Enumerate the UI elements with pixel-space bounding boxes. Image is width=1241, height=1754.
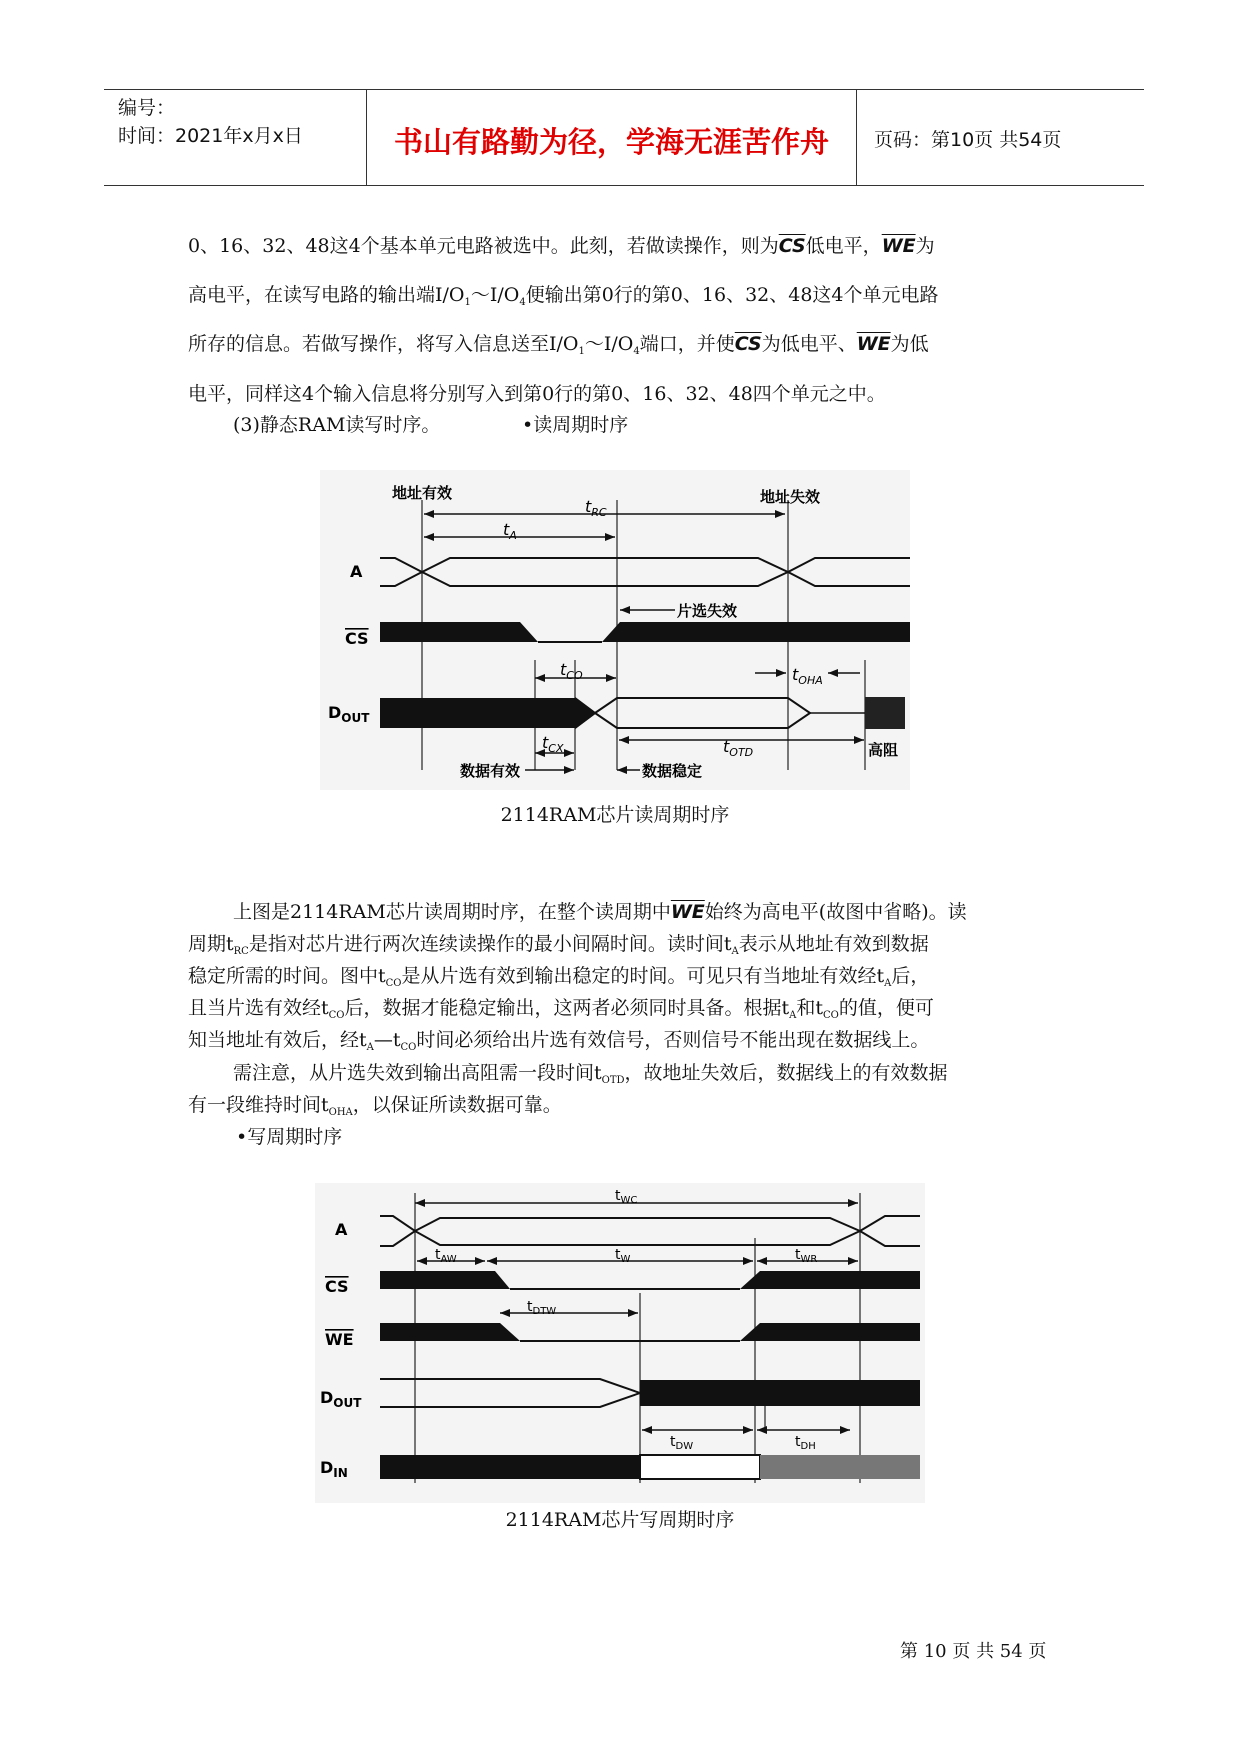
text: ，以保证所读数据可靠。 [352, 1094, 562, 1116]
body-line [188, 329, 929, 357]
label-tOHA: $t_{OHA}$ [792, 665, 823, 687]
body-line [188, 280, 939, 308]
label-tRC: $t_{RC}$ [585, 497, 607, 519]
text: 后， [891, 965, 930, 987]
read-timing-diagram [320, 470, 910, 790]
signal-DIN: $D_{IN}$ [320, 1458, 348, 1480]
subscript: A [731, 946, 739, 957]
text: 知当地址有效后，经t [188, 1029, 367, 1051]
cs-signal: $\overline{CS}$ [734, 333, 762, 355]
we-signal: $\overline{WE}$ [881, 235, 916, 257]
subscript: OTD [601, 1075, 625, 1086]
label-high-z: 高阻 [868, 741, 899, 759]
subscript: 4 [519, 297, 526, 308]
text: 电平，同样这4个输入信息将分别写入到第0行的第0、16、32、48四个单元之中。 [188, 383, 886, 405]
subscript: 1 [578, 346, 585, 357]
label-data-valid: 数据有效 [460, 762, 521, 780]
text: 且当片选有效经t [188, 997, 329, 1019]
signal-A: A [335, 1220, 348, 1239]
cs-signal: $\overline{CS}$ [778, 235, 806, 257]
text: 为 [915, 235, 935, 257]
label-tDTW: $t_{DTW}$ [527, 1299, 557, 1317]
label-tA: $t_A$ [503, 520, 517, 542]
doc-number-label: 编号： [118, 97, 176, 119]
text: ～I/O [584, 333, 634, 355]
label-tWC: $t_{WC}$ [615, 1188, 638, 1206]
label-tDW: $t_{DW}$ [670, 1434, 694, 1452]
header-divider [366, 90, 367, 185]
subscript: 4 [633, 346, 640, 357]
header-left [118, 94, 303, 150]
label-tCO: $t_{CO}$ [560, 660, 583, 682]
text: 便输出第0行的第0、16、32、48这4个单元电路 [525, 284, 939, 306]
body-line [188, 1090, 562, 1118]
subscript: CO [400, 1042, 417, 1053]
text: 为低 [890, 333, 929, 355]
label-addr-invalid: 地址失效 [760, 488, 821, 506]
text: 是从片选有效到输出稳定的时间。可见只有当地址有效经t [401, 965, 885, 987]
text: 和t [796, 997, 824, 1019]
subscript: CO [385, 978, 402, 989]
text: 周期t [188, 933, 234, 955]
body-line [188, 961, 929, 989]
bullet-read-cycle: •读周期时序 [522, 414, 629, 436]
subscript: A [884, 978, 892, 989]
text: 需注意，从片选失效到输出高阻需一段时间t [233, 1062, 602, 1084]
signal-DOUT: $D_{OUT}$ [328, 703, 370, 725]
label-tWR: $t_{WR}$ [795, 1247, 818, 1265]
page-header [104, 89, 1144, 186]
write-caption: 2114RAM芯片写周期时序 [505, 1509, 735, 1531]
text: 是指对芯片进行两次连续读操作的最小间隔时间。读时间t [248, 933, 732, 955]
label-tCX: $t_{CX}$ [542, 733, 564, 755]
body-line [233, 1058, 948, 1086]
text: 后，数据才能稳定输出，这两者必须同时具备。根据t [344, 997, 790, 1019]
label-tDH: $t_{DH}$ [795, 1434, 816, 1452]
text: 上图是2114RAM芯片读周期时序，在整个读周期中 [233, 901, 671, 923]
label-tOTD: $t_{OTD}$ [723, 737, 754, 759]
text: 有一段维持时间t [188, 1094, 329, 1116]
text: 0、16、32、48这4个基本单元电路被选中。此刻，若做读操作，则为 [188, 235, 779, 257]
header-page-info: 页码：第10页 共54页 [874, 129, 1062, 151]
signal-DOUT: $D_{OUT}$ [320, 1388, 362, 1410]
page-footer: 第 10 页 共 54 页 [900, 1641, 1047, 1662]
body-line [188, 993, 934, 1021]
signal-CS: CS [325, 1277, 349, 1296]
subscript: 1 [464, 297, 471, 308]
section-heading: (3)静态RAM读写时序。 [233, 414, 441, 436]
text: 稳定所需的时间。图中t [188, 965, 386, 987]
subscript: A [789, 1010, 797, 1021]
read-caption: 2114RAM芯片读周期时序 [500, 804, 730, 826]
subscript: CO [823, 1010, 839, 1021]
signal-CS: CS [345, 629, 369, 648]
we-signal: $\overline{WE}$ [670, 901, 705, 923]
text: ，故地址失效后，数据线上的有效数据 [624, 1062, 948, 1084]
subscript: CO [328, 1010, 345, 1021]
text: 端口，并使 [639, 333, 735, 355]
body-line [188, 1025, 929, 1053]
write-timing-diagram [315, 1183, 925, 1503]
subscript: RC [233, 946, 249, 957]
text: 高电平，在读写电路的输出端I/O [188, 284, 465, 306]
header-motto: 书山有路勤为径，学海无涯苦作舟 [393, 125, 829, 159]
text: 时间必须给出片选有效信号，否则信号不能出现在数据线上。 [416, 1029, 930, 1051]
label-tW: $t_W$ [615, 1247, 631, 1265]
text: ～I/O [470, 284, 520, 306]
body-line [188, 379, 886, 406]
label-addr-valid: 地址有效 [392, 484, 453, 502]
signal-A: A [350, 562, 363, 581]
we-signal: $\overline{WE}$ [856, 333, 891, 355]
text: 所存的信息。若做写操作，将写入信息送至I/O [188, 333, 579, 355]
doc-time-label: 时间：2021年x月x日 [118, 125, 303, 147]
label-tAW: $t_{AW}$ [435, 1247, 457, 1265]
subscript: A [366, 1042, 374, 1053]
header-divider [856, 90, 857, 185]
subscript: OHA [328, 1107, 353, 1118]
body-line [188, 929, 929, 957]
label-data-stable: 数据稳定 [642, 762, 703, 780]
text: 为低电平、 [761, 333, 857, 355]
bullet-write-cycle: •写周期时序 [236, 1126, 343, 1148]
text: —t [373, 1029, 401, 1051]
label-cs-invalid: 片选失效 [677, 602, 738, 620]
text: 的值，便可 [838, 997, 934, 1019]
body-line [188, 231, 935, 258]
text: 表示从地址有效到数据 [738, 933, 929, 955]
text: 始终为高电平(故图中省略)。读 [704, 901, 967, 923]
signal-WE: WE [325, 1330, 354, 1349]
body-line [233, 897, 967, 924]
text: 低电平， [805, 235, 882, 257]
